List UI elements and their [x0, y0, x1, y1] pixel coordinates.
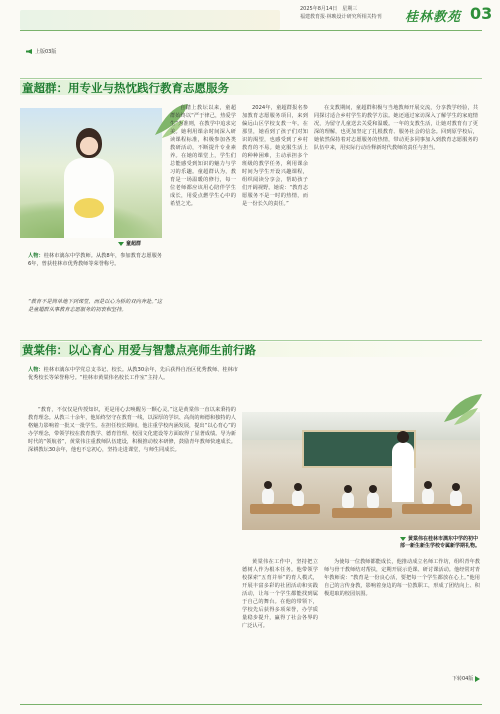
issue-date: 2025年8月14日 星期三: [300, 6, 358, 12]
quote-tong: “教育不是简单地下到课堂，而是以心为桥的双向奔赴。”这是童超群从事教育志愿服务的初衷和坚持。: [28, 299, 162, 313]
bio-name-tong: 人物：: [28, 253, 44, 259]
article-column: “教育，不仅仅是传授知识，更是用心去唤醒另一颗心灵。”这是黄棠伟一直以来秉持的教育理念。从教三十余年，他始终坚守在教育一线，以深厚的学识、高尚的师德和独特的人格魅力影响着一批又一批学生。在担任校长期间，他注重学校内涵发展，提出“以心育心”的办学理念，带领学校在教育教学、德育管理、校园文化建设等方面取得了显著成绩。导为新时代的“领航者”，黄棠伟注重教师队伍建设，积极推动校本研修，鼓励青年教师快速成长。深耕教坛30余年，他也不忘初心，坚持走进课堂，与师生同成长。: [28, 407, 236, 453]
footer-divider: [20, 704, 482, 705]
bio-tong: 人物：桂林市漓东中学教师。从教8年，参加教育志愿服务6年，曾获桂林市优秀教师等荣誉称号。: [28, 253, 162, 267]
issue-subtitle: 福建教育报·林映设计研究所相关特刊: [300, 14, 382, 20]
article-column: 2024年，童超群报名参加教育志愿服务项目，来到偏远山区学校支教一年。在那里，她看到了孩子们对知识的渴望，也感受到了乡村教育的不易。她克服生活上的种种困难，主动承担多个班级的教学任务，利用课余时间为学生开设兴趣课程，组织阅读分享会，帮助孩子们开阔视野。她说：“教育志愿服务不是一时的热情，而是一份长久的责任。”: [242, 105, 308, 207]
bio-name-huang: 人物：: [28, 367, 44, 373]
article-column: 在支教期间，童超群积极与当地教师开展交流，分享教学经验，共同探讨适合乡村学生的教学方法。她还通过家访深入了解学生的家庭情况，为留守儿童送去关爱和温暖。一年的支教生活，让她对教育有了更深的理解，也更加坚定了扎根教育、服务社会的信念。回到原学校后，她依然保持着对志愿服务的热情，带动更多同事加入到教育志愿服务的队伍中来，用实际行动诠释新时代教师的责任与担当。: [314, 105, 478, 151]
leaf-decoration-icon: [440, 392, 484, 426]
bio-huang: 人物：桂林市漓东中学党总支书记、校长。从教30余年，先后获得自治区优秀教师、桂林市优秀校长等荣誉称号。“桂林市黄棠伟名校长工作室”主持人。: [28, 367, 238, 381]
paper-name: 桂林教苑: [405, 10, 462, 25]
classroom-photo: [242, 412, 480, 530]
article-column: 自踏上教坛以来，童超群始终以“严于律己，热爱学生”为准则，在教学中追求完美。她利用课余时间深入研读课程标准，积极参加各类教研活动，不断提升专业素养。在她的课堂上，学生们总能感受到知识的魅力与学习的乐趣。童超群认为，教育是一场温暖的修行，每一位老师都应该用心陪伴学生成长，用爱点燃学生心中的希望之光。: [170, 105, 236, 207]
section1-title: 童超群：用专业与热忱践行教育志愿服务: [22, 81, 229, 95]
masthead: [0, 0, 500, 40]
masthead-decoration: [20, 10, 280, 30]
arrow-right-icon: [475, 676, 480, 682]
page-number: 03: [470, 4, 493, 23]
photo-caption-huang: 黄棠伟在桂林市漓东中学的初中部一新生新生学校专属新学期礼物。: [400, 536, 481, 549]
speaker-icon: [26, 49, 32, 54]
continued-on-next-page[interactable]: 下转04版: [452, 675, 480, 682]
caption-marker-icon: [118, 242, 124, 246]
header-divider: [20, 30, 482, 31]
portrait-photo-tong: [20, 108, 162, 238]
edition-label: [26, 48, 56, 55]
section2-title: 黄棠伟：以心育心 用爱与智慧点亮师生前行路: [22, 343, 257, 357]
photo-caption-tong: 童超群: [118, 240, 141, 247]
edition-text: 上版03版: [35, 49, 57, 55]
caption-marker-icon: [400, 537, 406, 541]
article-column: 黄棠伟在工作中，坚持把立德树人作为根本任务。他带领学校探索“五育并举”的育人模式，开展丰富多彩的社团活动和实践活动，让每一个学生都能找到属于自己的舞台。在他的带领下，学校先后获得多项荣誉，办学质量稳步提升，赢得了社会各界的广泛认可。: [242, 559, 318, 629]
article-column: 为使每一位教师都能成长，他推动成立名师工作坊，组织青年教师与骨干教师结对帮扶，定期开展示范课、研讨课活动。他经常对青年教师说：“教育是一份良心活，要把每一个学生都放在心上。”他用自己的言传身教，影响着身边的每一位教职工，形成了团结向上、积极进取的校园氛围。: [324, 559, 480, 597]
